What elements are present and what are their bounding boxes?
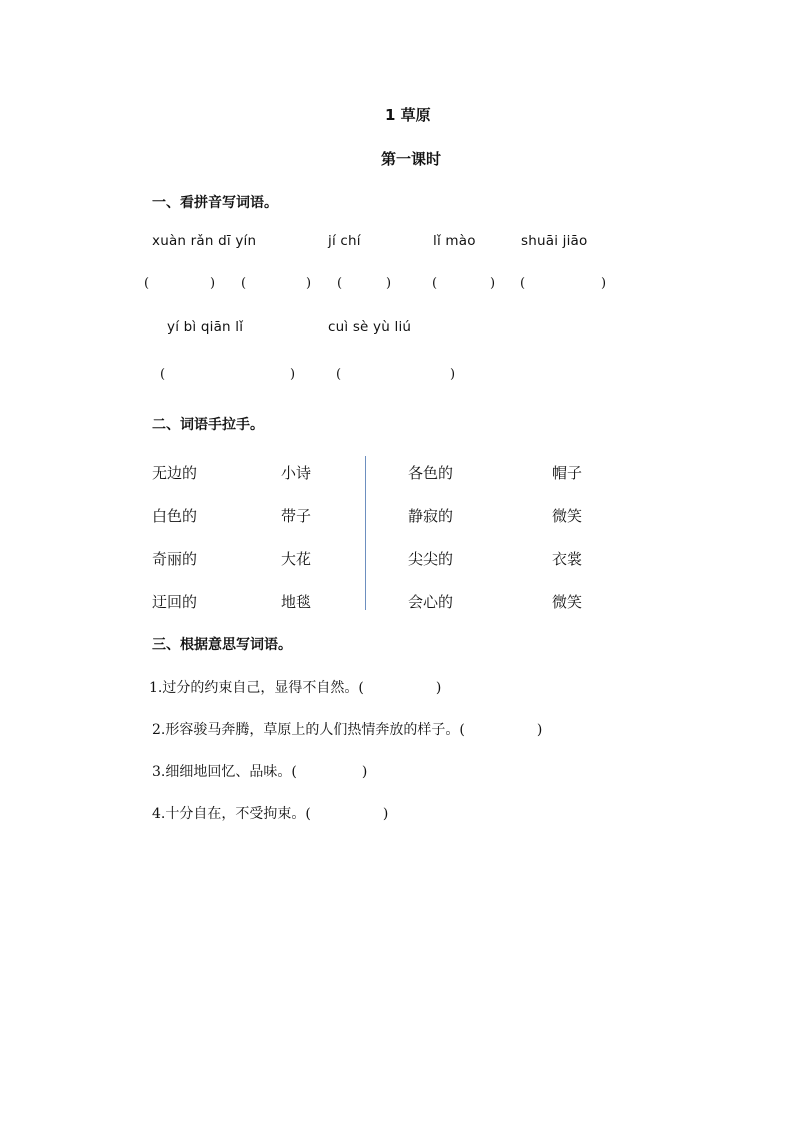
- match-word-right: 大花: [281, 550, 312, 568]
- answer-blank-open: (: [305, 806, 311, 822]
- question-text: 4.十分自在，不受拘束。: [152, 806, 306, 822]
- pinyin-item: yí bì qiān lǐ: [167, 319, 244, 335]
- answer-blank-open: (: [459, 722, 465, 738]
- answer-blank-close: ): [435, 680, 442, 696]
- match-word-right: 带子: [281, 507, 312, 525]
- answer-blank-open: (: [432, 276, 438, 291]
- pinyin-item: shuāi jiāo: [521, 233, 588, 249]
- match-word-left: 无边的: [152, 464, 198, 482]
- answer-blank-close: ): [306, 276, 312, 291]
- question-text: 1.过分的约束自己，显得不自然。: [149, 680, 359, 696]
- match-word-left: 会心的: [408, 593, 454, 611]
- question-item: [152, 803, 388, 823]
- section-1-heading: 一、看拼音写词语。: [152, 195, 278, 211]
- question-item: [149, 677, 441, 697]
- match-word-right: 微笑: [552, 507, 583, 525]
- question-text: 3.细细地回忆、品味。: [152, 764, 292, 780]
- answer-blank-close: ): [490, 276, 496, 291]
- pinyin-item: lǐ mào: [433, 233, 476, 249]
- answer-blank-open: (: [291, 764, 297, 780]
- match-word-left: 迂回的: [152, 593, 198, 611]
- answer-blank-open: (: [144, 276, 150, 291]
- answer-blank-open: (: [358, 680, 364, 696]
- answer-blank-open: (: [160, 367, 166, 382]
- answer-blank-close: ): [450, 367, 456, 382]
- answer-blank-close: ): [210, 276, 216, 291]
- section-2-heading: 二、词语手拉手。: [152, 417, 264, 433]
- answer-blank-open: (: [336, 367, 342, 382]
- match-word-left: 奇丽的: [152, 550, 198, 568]
- page-title: 1 草原: [385, 106, 431, 124]
- match-word-left: 静寂的: [408, 507, 454, 525]
- question-item: [152, 761, 367, 781]
- answer-blank-close: ): [382, 806, 389, 822]
- column-divider: [365, 456, 366, 610]
- page-subtitle: 第一课时: [381, 150, 442, 168]
- match-word-right: 帽子: [552, 464, 583, 482]
- match-word-left: 尖尖的: [408, 550, 454, 568]
- answer-blank-open: (: [241, 276, 247, 291]
- match-word-left: 白色的: [152, 507, 198, 525]
- match-word-right: 衣裳: [552, 550, 583, 568]
- answer-blank-close: ): [536, 722, 543, 738]
- answer-blank-open: (: [337, 276, 343, 291]
- match-word-right: 小诗: [281, 464, 312, 482]
- answer-blank-close: ): [601, 276, 607, 291]
- pinyin-item: xuàn rǎn dī yín: [152, 233, 257, 249]
- question-text: 2.形容骏马奔腾，草原上的人们热情奔放的样子。: [152, 722, 460, 738]
- match-word-right: 地毯: [281, 593, 312, 611]
- pinyin-item: cuì sè yù liú: [328, 319, 412, 335]
- answer-blank-close: ): [290, 367, 296, 382]
- answer-blank-close: ): [386, 276, 392, 291]
- section-3-heading: 三、根据意思写词语。: [152, 637, 292, 653]
- question-item: [152, 719, 542, 739]
- match-word-left: 各色的: [408, 464, 454, 482]
- pinyin-item: jí chí: [328, 233, 361, 249]
- answer-blank-open: (: [520, 276, 526, 291]
- match-word-right: 微笑: [552, 593, 583, 611]
- answer-blank-close: ): [361, 764, 368, 780]
